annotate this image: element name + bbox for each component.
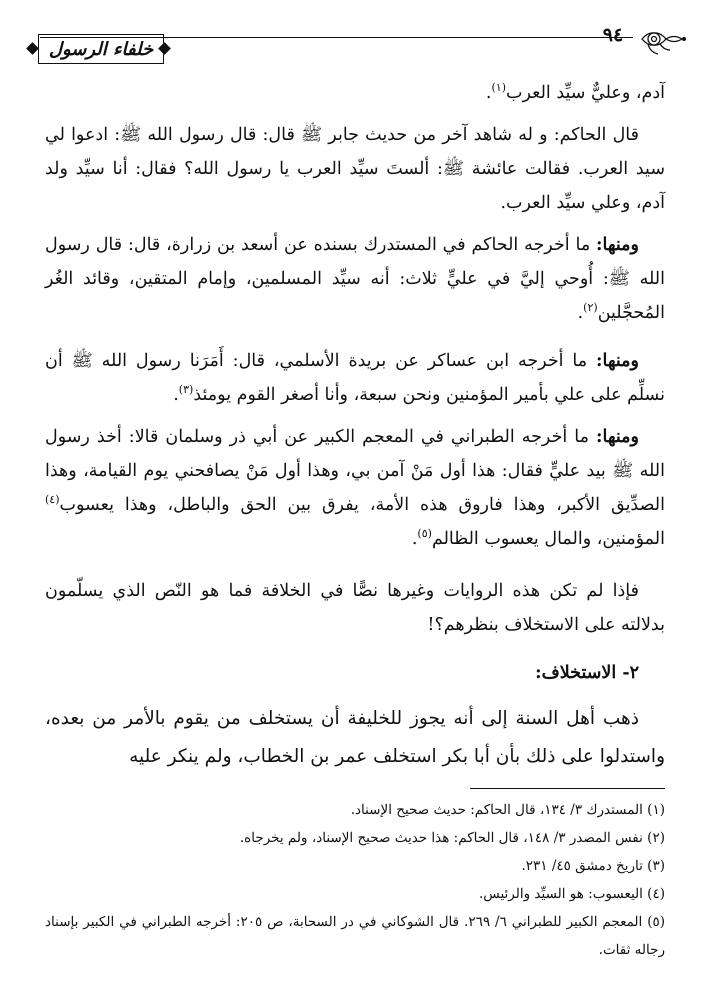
paragraph-3: [45, 228, 665, 330]
paragraph-tail: .: [485, 83, 492, 103]
book-title: [38, 34, 164, 64]
paragraph-text: فإذا لم تكن هذه الروايات وغيرها نصًّا في الخلافة فما هو النّص الذي يسلّمون بدلالته على الاستخلاف بنظرهم؟!: [45, 581, 665, 635]
paragraph-tail: .: [411, 529, 418, 549]
book-title-text: خلفاء الرسول: [48, 38, 154, 60]
footnote-4: (٤) اليعسوب: هو السيِّد والرئيس.: [478, 886, 665, 902]
section-heading: ٢- الاستخلاف:: [535, 663, 639, 683]
footnotes: [45, 796, 665, 964]
floral-ornament-icon: [634, 30, 688, 58]
paragraph-text: آدم، وعليٌّ سيِّد العرب: [506, 83, 665, 103]
paragraph-lead: ومنها:: [596, 427, 639, 447]
footnote-ref: (٣): [178, 383, 194, 397]
paragraph-6: [45, 574, 665, 642]
page-header: [28, 24, 688, 70]
footnote-2: (٢) نفس المصدر ٣/ ١٤٨، قال الحاكم: هذا حديث صحيح الإسناد، ولم يخرجاه.: [239, 830, 665, 846]
paragraph-text: ما أخرجه الطبراني في المعجم الكبير عن أبي ذر وسلمان قالا: أخذ رسول الله ﷺ بيد عليٍّ فقال: هذا أول مَنْ آمن بي، وهذا أول مَنْ يصافحني يوم القيامة، وهذا الصدِّيق الأكبر، وهذا فاروق هذه الأمة، يفرق بين الحق والباطل، وهذا يعسوب: [45, 427, 665, 515]
paragraph-text: قال الحاكم: و له شاهد آخر من حديث جابر ﷺ قال: قال رسول الله ﷺ: ادعوا لي سيد العرب. فقالت عائشة ﷺ: ألستَ سيِّد العرب يا رسول الله؟ فقال: أنا سيِّد ولد آدم، وعلي سيِّد العرب.: [45, 125, 665, 213]
footnote-3: (٣) تاريخ دمشق ٤٥/ ٢٣١.: [521, 858, 665, 874]
paragraph-text: ما أخرجه الحاكم في المستدرك بسنده عن أسعد بن زرارة، قال: قال رسول الله ﷺ: أُوحي إليَّ في عليٍّ ثلاث: أنه سيِّد المسلمين، وإمام المتقين، وقائد الغُر المُحجَّلين: [45, 235, 665, 323]
main-text: [45, 118, 665, 220]
main-text: [45, 344, 665, 412]
footnote-1: (١) المستدرك ٣/ ١٣٤، قال الحاكم: حديث صحيح الإسناد.: [350, 802, 665, 818]
footnote-ref: (١): [491, 81, 506, 95]
footnote-ref: (٤): [45, 493, 60, 507]
main-text: [45, 574, 665, 642]
footnote-ref: (٥): [417, 527, 432, 541]
main-text: [45, 420, 665, 556]
diamond-ornament-icon: [26, 42, 39, 55]
paragraph-5: [45, 420, 665, 556]
paragraph-1: [45, 76, 665, 110]
closing-paragraph: ذهب أهل السنة إلى أنه يجوز للخليفة أن يستخلف من يقوم بالأمر من بعده، واستدلوا على ذلك بأن أبا بكر استخلف عمر بن الخطاب، ولم ينكر عليه: [45, 708, 665, 767]
main-text: [45, 76, 665, 110]
footnote-separator: [470, 788, 665, 789]
paragraph-text: ما أخرجه ابن عساكر عن بريدة الأسلمي، قال: أَمَرَنا رسول الله ﷺ أن نسلِّم على علي بأمير المؤمنين ونحن سبعة، وأنا أصغر القوم يومئذ: [45, 351, 665, 405]
paragraph-lead: ومنها:: [596, 235, 640, 255]
footnote-ref: (٢): [583, 301, 598, 315]
paragraph-2: [45, 118, 665, 220]
paragraph-tail: .: [173, 385, 179, 405]
paragraph-lead: ومنها:: [596, 351, 639, 371]
paragraph-4: [45, 344, 665, 412]
paragraph-text: المؤمنين، والمال يعسوب الظالم: [431, 529, 665, 549]
main-text: [45, 656, 665, 690]
main-text: [45, 700, 665, 776]
paragraph-tail: .: [577, 303, 584, 323]
page-number: ٩٤: [602, 24, 624, 46]
main-text: [45, 228, 665, 330]
footnote-5: (٥) المعجم الكبير للطبراني ٦/ ٢٦٩. قال الشوكاني في در السحابة، ص ٢٠٥: أخرجه الطبراني في الكبير بإسناد رجاله ثقات.: [45, 914, 666, 958]
